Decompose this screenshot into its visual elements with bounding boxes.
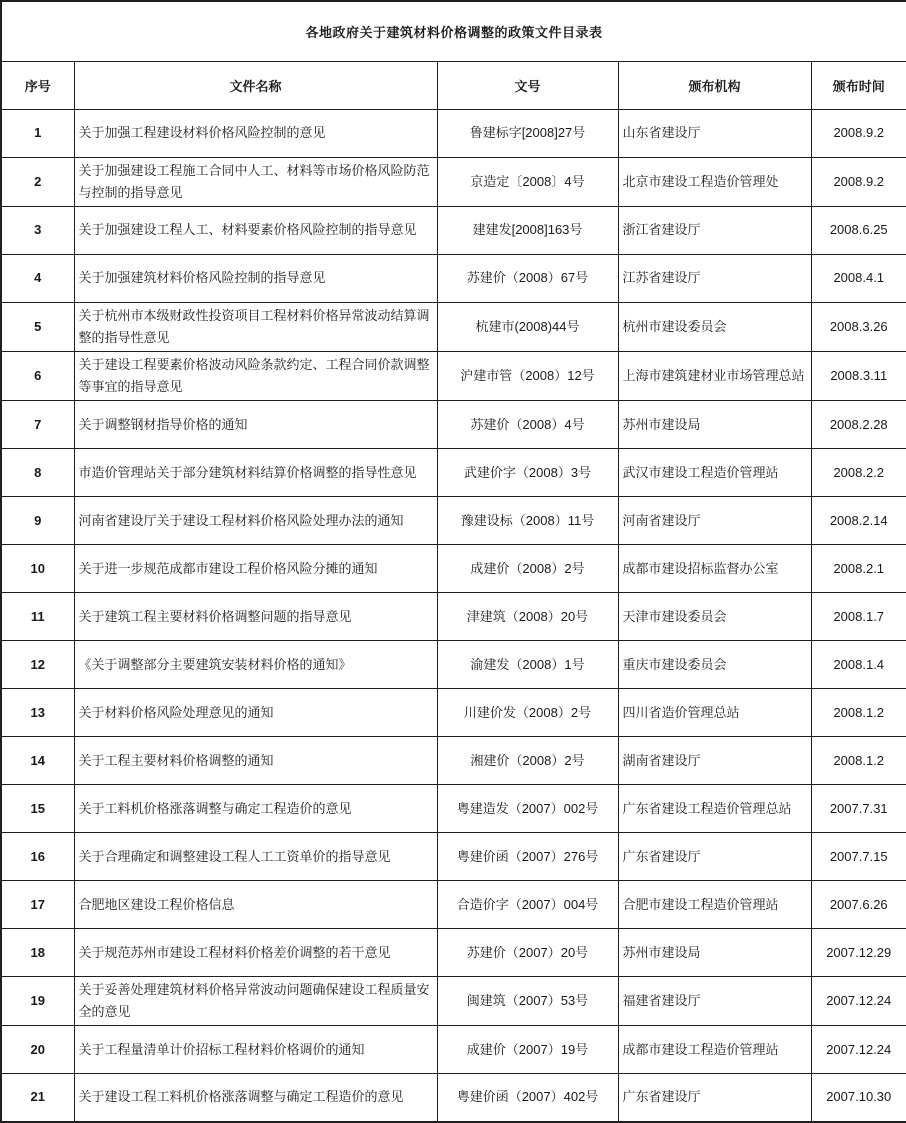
date-cell: 2008.9.2 [811,157,906,206]
agency-cell: 湖南省建设厅 [618,737,811,785]
doc-name-cell: 关于工程量清单计价招标工程材料价格调价的通知 [74,1026,437,1074]
date-cell: 2008.2.14 [811,497,906,545]
seq-cell: 15 [1,785,74,833]
seq-cell: 2 [1,157,74,206]
seq-cell: 21 [1,1074,74,1122]
seq-cell: 3 [1,206,74,254]
date-cell: 2008.3.11 [811,351,906,400]
seq-cell: 11 [1,593,74,641]
table-row [1,157,906,206]
agency-cell: 杭州市建设委员会 [618,302,811,351]
doc-name-cell: 关于调整钢材指导价格的通知 [74,401,437,449]
table-row [1,545,906,593]
table-row [1,254,906,302]
table-row [1,109,906,157]
doc-number-cell: 豫建设标（2008）11号 [437,497,618,545]
seq-cell: 7 [1,401,74,449]
doc-number-cell: 苏建价（2008）67号 [437,254,618,302]
doc-name-cell: 河南省建设厅关于建设工程材料价格风险处理办法的通知 [74,497,437,545]
table-title: 各地政府关于建筑材料价格调整的政策文件目录表 [1,1,906,61]
doc-number-cell: 津建筑（2008）20号 [437,593,618,641]
table-row [1,833,906,881]
agency-cell: 成都市建设招标监督办公室 [618,545,811,593]
seq-cell: 10 [1,545,74,593]
column-header-doc-number: 文号 [437,61,618,109]
agency-cell: 重庆市建设委员会 [618,641,811,689]
date-cell: 2007.7.31 [811,785,906,833]
doc-number-cell: 京造定〔2008〕4号 [437,157,618,206]
table-row [1,977,906,1026]
doc-name-cell: 关于加强建设工程施工合同中人工、材料等市场价格风险防范与控制的指导意见 [74,157,437,206]
header-row [1,61,906,109]
date-cell: 2008.1.2 [811,689,906,737]
seq-cell: 4 [1,254,74,302]
date-cell: 2008.4.1 [811,254,906,302]
table-row [1,449,906,497]
date-cell: 2008.2.28 [811,401,906,449]
seq-cell: 13 [1,689,74,737]
doc-name-cell: 市造价管理站关于部分建筑材料结算价格调整的指导性意见 [74,449,437,497]
doc-name-cell: 关于加强建设工程人工、材料要素价格风险控制的指导意见 [74,206,437,254]
doc-number-cell: 苏建价（2007）20号 [437,929,618,977]
agency-cell: 江苏省建设厅 [618,254,811,302]
doc-name-cell: 关于工程主要材料价格调整的通知 [74,737,437,785]
table-row [1,689,906,737]
doc-number-cell: 粤建价函（2007）402号 [437,1074,618,1122]
date-cell: 2008.1.4 [811,641,906,689]
table-row [1,881,906,929]
agency-cell: 北京市建设工程造价管理处 [618,157,811,206]
table-row [1,302,906,351]
doc-name-cell: 关于进一步规范成都市建设工程价格风险分摊的通知 [74,545,437,593]
doc-number-cell: 武建价字（2008）3号 [437,449,618,497]
seq-cell: 9 [1,497,74,545]
column-header-date: 颁布时间 [811,61,906,109]
doc-name-cell: 关于规范苏州市建设工程材料价格差价调整的若干意见 [74,929,437,977]
doc-number-cell: 苏建价（2008）4号 [437,401,618,449]
doc-number-cell: 粤建价函（2007）276号 [437,833,618,881]
agency-cell: 河南省建设厅 [618,497,811,545]
doc-number-cell: 闽建筑（2007）53号 [437,977,618,1026]
agency-cell: 广东省建设厅 [618,1074,811,1122]
table-row [1,206,906,254]
date-cell: 2008.6.25 [811,206,906,254]
agency-cell: 苏州市建设局 [618,929,811,977]
column-header-agency: 颁布机构 [618,61,811,109]
doc-name-cell: 关于加强建筑材料价格风险控制的指导意见 [74,254,437,302]
agency-cell: 浙江省建设厅 [618,206,811,254]
date-cell: 2007.10.30 [811,1074,906,1122]
doc-name-cell: 关于杭州市本级财政性投资项目工程材料价格异常波动结算调整的指导性意见 [74,302,437,351]
agency-cell: 广东省建设厅 [618,833,811,881]
doc-name-cell: 关于加强工程建设材料价格风险控制的意见 [74,109,437,157]
agency-cell: 苏州市建设局 [618,401,811,449]
title-row [1,1,906,61]
doc-name-cell: 关于建筑工程主要材料价格调整问题的指导意见 [74,593,437,641]
table-row [1,401,906,449]
agency-cell: 广东省建设工程造价管理总站 [618,785,811,833]
table-row [1,737,906,785]
seq-cell: 5 [1,302,74,351]
agency-cell: 四川省造价管理总站 [618,689,811,737]
date-cell: 2007.12.24 [811,1026,906,1074]
table-row [1,351,906,400]
table-row [1,593,906,641]
table-row [1,1026,906,1074]
doc-number-cell: 沪建市管（2008）12号 [437,351,618,400]
seq-cell: 16 [1,833,74,881]
date-cell: 2007.7.15 [811,833,906,881]
doc-number-cell: 湘建价（2008）2号 [437,737,618,785]
doc-number-cell: 建建发[2008]163号 [437,206,618,254]
doc-name-cell: 关于建设工程工料机价格涨落调整与确定工程造价的意见 [74,1074,437,1122]
doc-number-cell: 成建价（2008）2号 [437,545,618,593]
seq-cell: 18 [1,929,74,977]
doc-name-cell: 关于材料价格风险处理意见的通知 [74,689,437,737]
date-cell: 2007.6.26 [811,881,906,929]
doc-number-cell: 杭建市(2008)44号 [437,302,618,351]
seq-cell: 19 [1,977,74,1026]
doc-name-cell: 合肥地区建设工程价格信息 [74,881,437,929]
table-row [1,1074,906,1122]
column-header-seq: 序号 [1,61,74,109]
doc-name-cell: 关于合理确定和调整建设工程人工工资单价的指导意见 [74,833,437,881]
table-row [1,641,906,689]
agency-cell: 上海市建筑建材业市场管理总站 [618,351,811,400]
date-cell: 2008.2.1 [811,545,906,593]
seq-cell: 1 [1,109,74,157]
table-row [1,929,906,977]
doc-name-cell: 《关于调整部分主要建筑安装材料价格的通知》 [74,641,437,689]
seq-cell: 8 [1,449,74,497]
doc-number-cell: 川建价发（2008）2号 [437,689,618,737]
date-cell: 2008.1.2 [811,737,906,785]
doc-number-cell: 渝建发（2008）1号 [437,641,618,689]
doc-number-cell: 粤建造发（2007）002号 [437,785,618,833]
table-row [1,497,906,545]
seq-cell: 17 [1,881,74,929]
date-cell: 2007.12.29 [811,929,906,977]
agency-cell: 福建省建设厅 [618,977,811,1026]
agency-cell: 合肥市建设工程造价管理站 [618,881,811,929]
date-cell: 2008.9.2 [811,109,906,157]
date-cell: 2008.1.7 [811,593,906,641]
agency-cell: 天津市建设委员会 [618,593,811,641]
agency-cell: 武汉市建设工程造价管理站 [618,449,811,497]
doc-name-cell: 关于妥善处理建筑材料价格异常波动问题确保建设工程质量安全的意见 [74,977,437,1026]
agency-cell: 成都市建设工程造价管理站 [618,1026,811,1074]
table-body [1,109,906,1122]
doc-number-cell: 成建价（2007）19号 [437,1026,618,1074]
doc-number-cell: 鲁建标字[2008]27号 [437,109,618,157]
table-row [1,785,906,833]
doc-name-cell: 关于工料机价格涨落调整与确定工程造价的意见 [74,785,437,833]
seq-cell: 20 [1,1026,74,1074]
date-cell: 2008.3.26 [811,302,906,351]
seq-cell: 6 [1,351,74,400]
seq-cell: 14 [1,737,74,785]
date-cell: 2007.12.24 [811,977,906,1026]
doc-name-cell: 关于建设工程要素价格波动风险条款约定、工程合同价款调整等事宜的指导意见 [74,351,437,400]
seq-cell: 12 [1,641,74,689]
doc-number-cell: 合造价字（2007）004号 [437,881,618,929]
date-cell: 2008.2.2 [811,449,906,497]
column-header-doc-name: 文件名称 [74,61,437,109]
agency-cell: 山东省建设厅 [618,109,811,157]
